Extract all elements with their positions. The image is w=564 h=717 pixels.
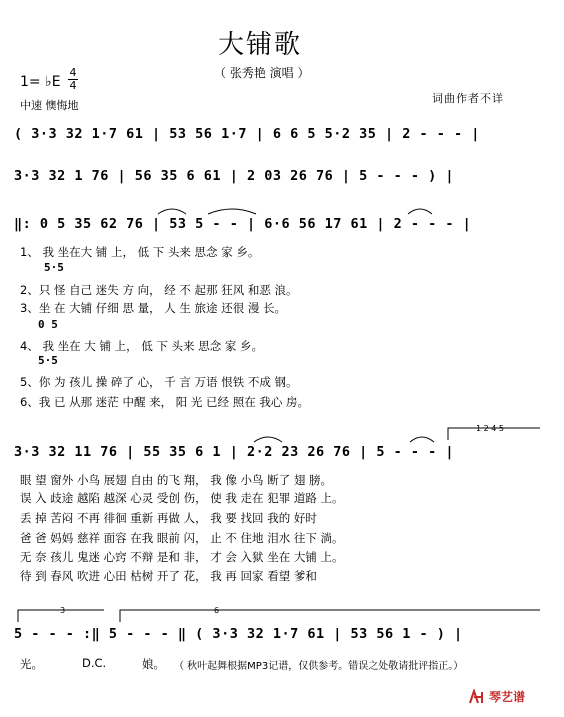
verse-line-3: 3、坐 在 大铺 仔细 思 量， 人 生 旅途 还很 漫 长。 [20,301,287,315]
verse-line-5: 5、你 为 孩儿 操 碎了 心， 千 言 万语 恨铁 不成 钢。 [20,375,298,389]
verse-b-line-4: 爸 爸 妈妈 慈祥 面容 在我 眼前 闪， 止 不 住地 泪水 往下 淌。 [20,531,344,545]
time-top: 4 [69,66,77,79]
credits: 词曲作者不详 [432,92,504,105]
verse-b-line-6: 待 到 春风 吹进 心田 枯树 开了 花， 我 再 回家 看望 爹和 [20,569,317,583]
grace-note-2: 0 5 [38,318,58,331]
music-row-5: 5 - - - :‖ 5 - - - ‖ ( 3·3 32 1·7 61 | 53 56 1 - ) | [14,626,463,642]
music-row-1: ( 3·3 32 1·7 61 | 53 56 1·7 | 6 6 5 5·2 35 | 2 - - - | [14,126,480,142]
time-bottom: 4 [69,79,77,92]
verse-b-line-2: 误 入 歧途 越陷 越深 心灵 受创 伤， 使 我 走在 犯罪 道路 上。 [20,491,344,505]
verse-b-line-5: 无 奈 孩儿 鬼迷 心窍 不辩 是和 非， 才 会 入狱 坐在 大铺 上。 [20,550,344,564]
slur [158,209,186,214]
grace-note-3: 5·5 [38,354,58,367]
transcription-note: （ 秋叶起舞根据MP3记谱，仅供参考。错误之处敬请批评指正。） [174,661,464,672]
key-signature: 1= ♭E [20,74,61,90]
volta-bracket [18,610,104,622]
slur [408,209,432,214]
verse-b-line-1: 眼 望 窗外 小鸟 展翅 自由 的飞 翔， 我 像 小鸟 断了 翅 膀。 [20,473,333,487]
music-row-3: ‖: 0 5 35 62 76 | 53 5 - - | 6·6 56 17 61 | 2 - - - | [14,216,472,232]
last-word-2: 娘。 [142,657,165,671]
song-title: 大铺歌 [218,30,303,60]
music-row-4: 3·3 32 11 76 | 55 35 6 1 | 2·2 23 26 76 | 5 - - - | [14,444,455,460]
music-row-2: 3·3 32 1 76 | 56 35 6 61 | 2 03 26 76 | 5 - - - ) | [14,168,455,184]
verse-line-1: 1、 我 坐在大 铺 上， 低 下 头来 思念 家 乡。 [20,245,260,259]
verse-b-line-3: 丢 掉 苦闷 不再 徘徊 重新 再做 人， 我 要 找回 我的 好时 [20,511,317,525]
last-word-1: 光。 [20,657,43,671]
verse-line-6: 6、我 已 从那 迷茫 中醒 来， 阳 光 已经 照在 我心 房。 [20,395,310,409]
slur [208,209,256,214]
slur [254,437,282,442]
logo-text: 琴艺谱 [489,690,526,704]
volta-6: 6 [214,606,220,615]
volta-3: 3 [60,606,66,615]
tempo-marking: 中速 懊悔地 [20,99,79,112]
verse-line-2: 2、只 怪 自己 迷失 方 向， 经 不 起那 狂风 和恶 浪。 [20,283,298,297]
volta-1245: 1 2 4 5 [476,424,504,433]
verse-line-4: 4、 我 坐在 大 铺 上， 低 下 头来 思念 家 乡。 [20,339,264,353]
volta-bracket [120,610,540,622]
dc-marking: D.C. [82,656,107,670]
volta-bracket [448,428,540,440]
performer: （ 张秀艳 演唱 ） [214,66,310,80]
grace-note-1: 5·5 [44,261,64,274]
slur [410,437,434,442]
